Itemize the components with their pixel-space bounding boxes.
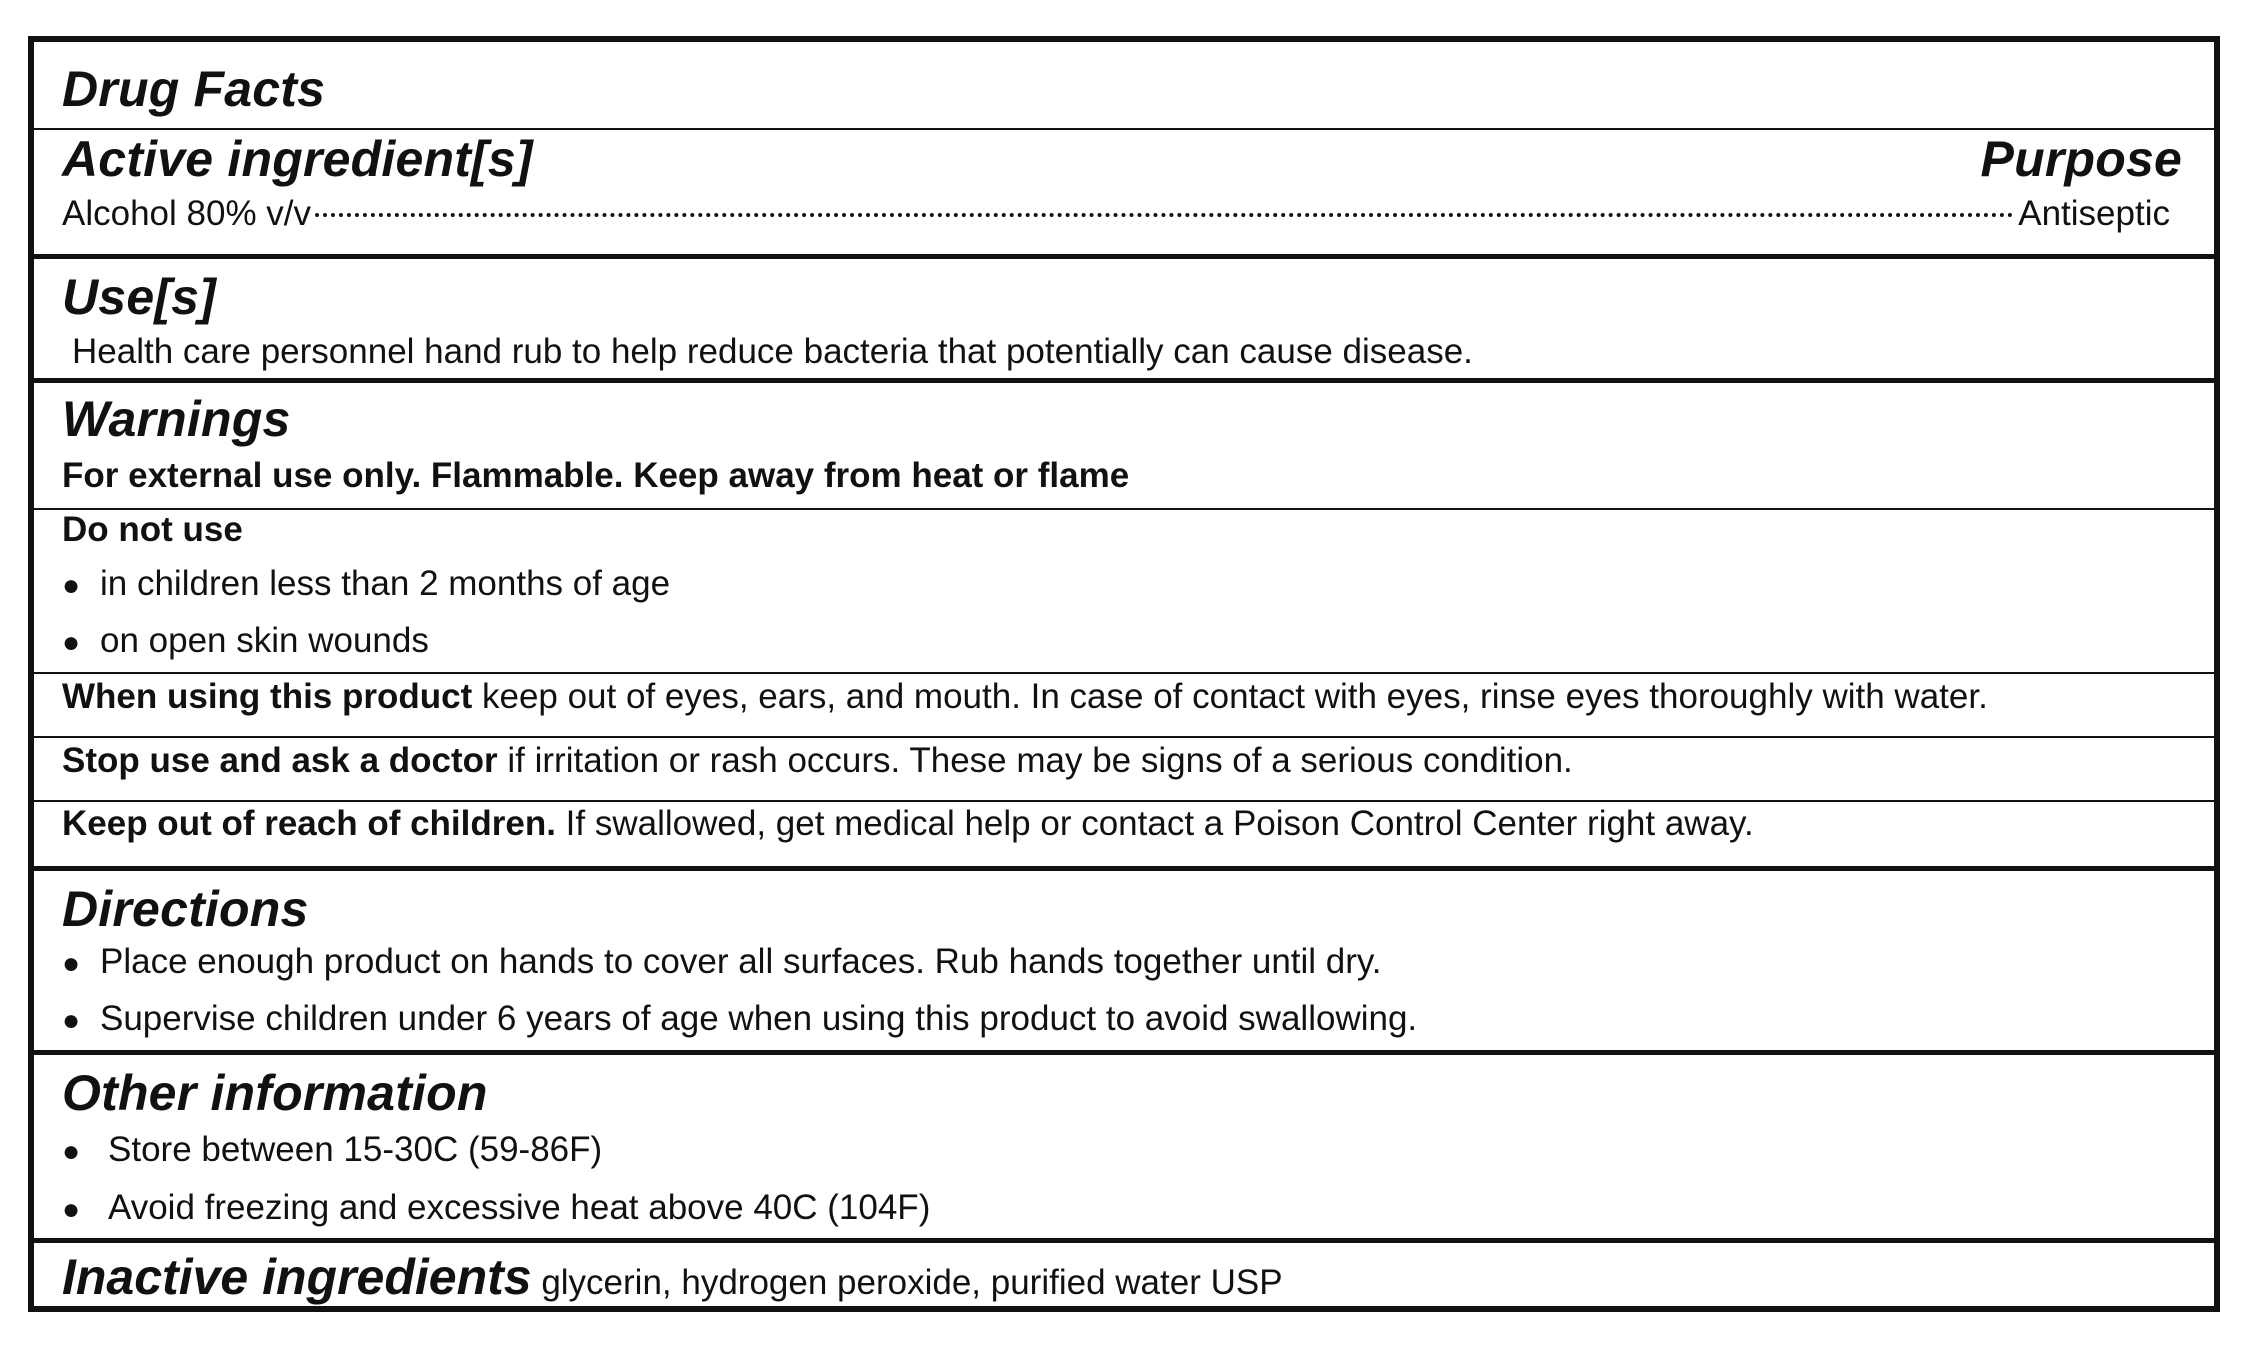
list-item-text: Avoid freezing and excessive heat above 40C (104F): [108, 1188, 931, 1227]
section-divider: [34, 866, 2214, 871]
stop-use-lead: Stop use and ask a doctor: [62, 741, 498, 780]
drug-facts-title: Drug Facts: [62, 61, 326, 117]
stop-use-text: if irritation or rash occurs. These may be signs of a serious condition.: [497, 741, 1573, 780]
list-item: [34, 940, 2214, 986]
uses-heading: Use[s]: [62, 269, 217, 325]
section-divider: [34, 1238, 2214, 1243]
do-not-use-heading: Do not use: [62, 510, 243, 549]
list-item: [34, 1128, 2214, 1174]
active-ingredient-row: [34, 192, 2214, 236]
list-item: [34, 562, 2214, 608]
active-ingredient-heading: Active ingredient[s]: [62, 131, 533, 187]
directions-heading: Directions: [62, 881, 309, 937]
keep-out-warning: [34, 802, 2214, 846]
keep-out-lead: Keep out of reach of children.: [62, 804, 556, 843]
other-info-heading: Other information: [62, 1065, 488, 1121]
active-ingredient-name: Alcohol 80% v/v: [62, 194, 312, 233]
warnings-heading: Warnings: [62, 391, 291, 447]
list-item: [34, 997, 2214, 1043]
subsection-divider: [34, 736, 2214, 738]
bullet-icon: ●: [62, 569, 81, 602]
list-item-text: in children less than 2 months of age: [100, 564, 671, 603]
section-divider: [34, 1050, 2214, 1055]
active-heading-row: [34, 130, 2214, 188]
when-using-text: keep out of eyes, ears, and mouth. In case of contact with eyes, rinse eyes thoroughly with water.: [472, 677, 1988, 716]
inactive-ingredients-row: [34, 1248, 2214, 1306]
subsection-divider: [34, 672, 2214, 674]
keep-out-text: If swallowed, get medical help or contact a Poison Control Center right away.: [555, 804, 1754, 843]
bullet-icon: ●: [62, 947, 81, 980]
list-item: [34, 619, 2214, 665]
bullet-icon: ●: [62, 1193, 81, 1226]
when-using-warning: [34, 675, 2214, 719]
uses-text: Health care personnel hand rub to help reduce bacteria that potentially can cause disease.: [72, 332, 1473, 371]
list-item-text: Supervise children under 6 years of age when using this product to avoid swallowing.: [100, 999, 1418, 1038]
section-divider: [34, 254, 2214, 259]
bullet-icon: ●: [62, 1135, 81, 1168]
purpose-heading: Purpose: [1980, 131, 2182, 187]
stop-use-warning: [34, 739, 2214, 783]
active-ingredient-purpose: Antiseptic: [2018, 194, 2170, 233]
list-item-text: Place enough product on hands to cover all surfaces. Rub hands together until dry.: [100, 942, 1382, 981]
list-item: [34, 1186, 2214, 1232]
inactive-ingredients-heading: Inactive ingredients: [62, 1249, 532, 1305]
bullet-icon: ●: [62, 626, 81, 659]
section-divider: [34, 378, 2214, 383]
list-item-text: Store between 15-30C (59-86F): [108, 1130, 603, 1169]
inactive-ingredients-text: glycerin, hydrogen peroxide, purified water USP: [531, 1263, 1283, 1302]
list-item-text: on open skin wounds: [100, 621, 429, 660]
bullet-icon: ●: [62, 1004, 81, 1037]
external-use-warning: For external use only. Flammable. Keep away from heat or flame: [62, 456, 1130, 495]
when-using-lead: When using this product: [62, 677, 473, 716]
drug-facts-panel: [28, 36, 2220, 1312]
dot-leader: [315, 213, 2014, 217]
